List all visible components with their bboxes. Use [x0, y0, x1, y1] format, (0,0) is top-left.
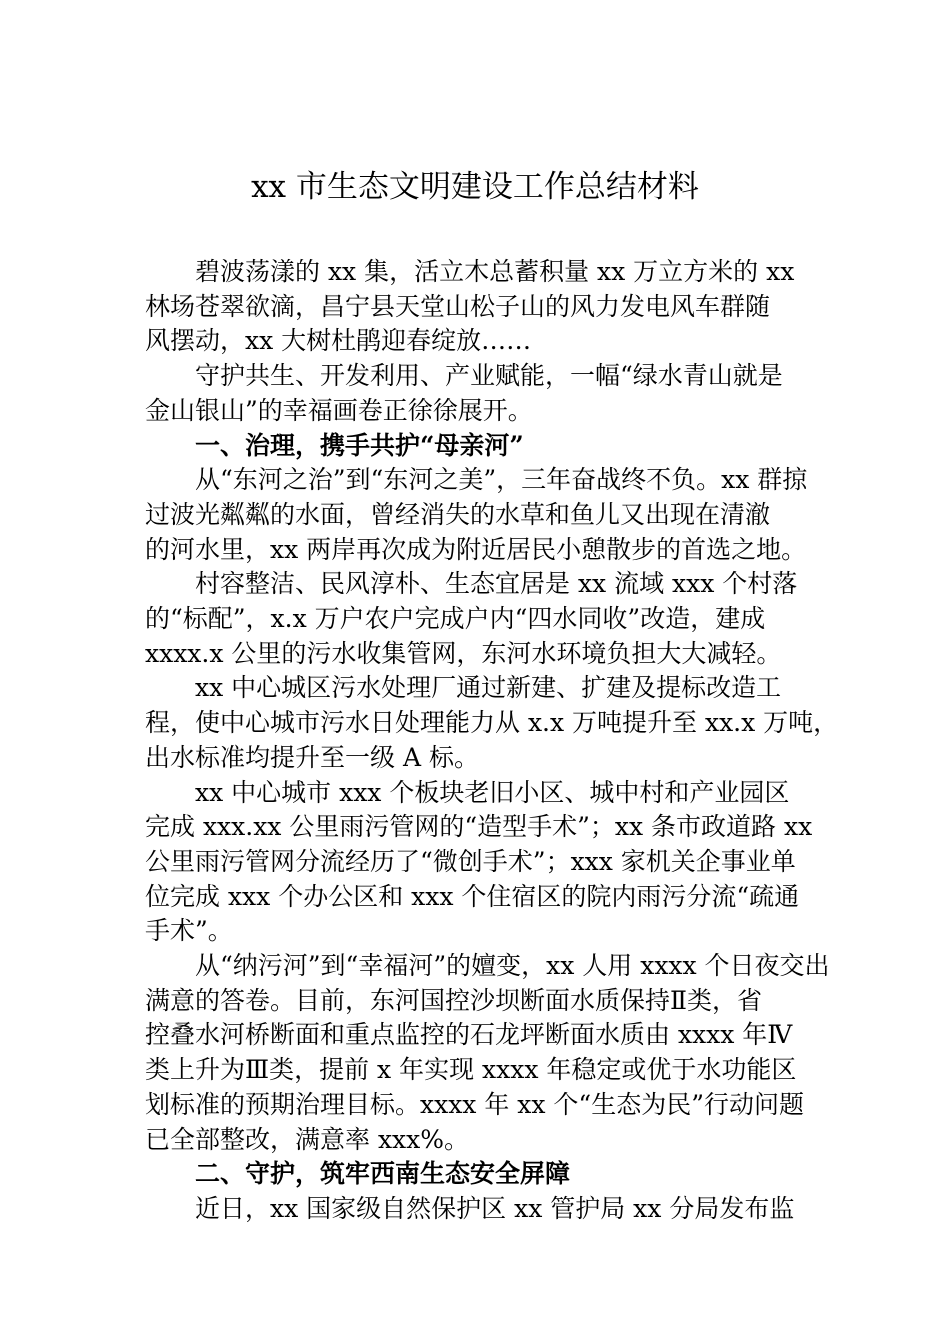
- paragraph-line: 位完成 xxx 个办公区和 xxx 个住宿区的院内雨污分流“疏通: [145, 881, 800, 911]
- document-title: xx 市生态文明建设工作总结材料: [251, 169, 699, 205]
- section-heading-text: 一、治理，携手共护“母亲河”: [195, 430, 524, 460]
- paragraph-2: [145, 359, 825, 428]
- section-heading-text: 二、守护，筑牢西南生态安全屏障: [195, 1159, 571, 1189]
- paragraph-line: xx 中心城市 xxx 个板块老旧小区、城中村和产业园区: [195, 777, 790, 807]
- paragraph-line: 完成 xxx.xx 公里雨污管网的“造型手术”；xx 条市政道路 xx: [145, 812, 813, 842]
- paragraph-line: xxxx.x 公里的污水收集管网，东河水环境负担大大减轻。: [145, 638, 782, 668]
- paragraph-line: 近日，xx 国家级自然保护区 xx 管护局 xx 分局发布监: [195, 1193, 795, 1223]
- paragraph-line: 守护共生、开发利用、产业赋能，一幅“绿水青山就是: [195, 361, 783, 391]
- paragraph-3: [145, 463, 825, 567]
- paragraph-line: 的河水里，xx 两岸再次成为附近居民小憩散步的首选之地。: [145, 534, 807, 564]
- paragraph-1: [145, 255, 825, 359]
- paragraph-line: 控叠水河桥断面和重点监控的石龙坪断面水质由 xxxx 年Ⅳ: [145, 1020, 793, 1050]
- section-heading-1: [145, 429, 825, 464]
- paragraph-line: 出水标准均提升至一级 A 标。: [145, 742, 479, 772]
- paragraph-line: xx 中心城区污水处理厂通过新建、扩建及提标改造工: [195, 673, 782, 703]
- section-heading-2: [145, 1157, 825, 1192]
- paragraph-8: [145, 1192, 825, 1227]
- paragraph-line: 从“纳污河”到“幸福河”的嬗变，xx 人用 xxxx 个日夜交出: [195, 951, 830, 981]
- paragraph-line: 类上升为Ⅲ类，提前 x 年实现 xxxx 年稳定或优于水功能区: [145, 1055, 797, 1085]
- paragraph-line: 的“标配”，x.x 万户农户完成户内“四水同收”改造，建成: [145, 604, 766, 634]
- document-body: [145, 255, 839, 1227]
- paragraph-4: [145, 567, 825, 671]
- paragraph-line: 划标准的预期治理目标。xxxx 年 xx 个“生态为民”行动问题: [145, 1089, 804, 1119]
- paragraph-line: 碧波荡漾的 xx 集，活立木总蓄积量 xx 万立方米的 xx: [195, 257, 795, 286]
- paragraph-7: [145, 949, 830, 1157]
- paragraph-line: 满意的答卷。目前，东河国控沙坝断面水质保持Ⅱ类，省: [145, 985, 762, 1015]
- paragraph-line: 村容整洁、民风淳朴、生态宜居是 xx 流域 xxx 个村落: [195, 569, 798, 599]
- paragraph-line: 公里雨污管网分流经历了“微创手术”；xxx 家机关企事业单: [145, 846, 796, 876]
- paragraph-line: 从“东河之治”到“东河之美”，三年奋战终不负。xx 群掠: [195, 465, 808, 495]
- paragraph-6: [145, 776, 825, 950]
- paragraph-line: 程，使中心城市污水日处理能力从 x.x 万吨提升至 xx.x 万吨，: [145, 708, 839, 738]
- paragraph-line: 林场苍翠欲滴，昌宁县天堂山松子山的风力发电风车群随: [145, 291, 771, 321]
- paragraph-5: [145, 671, 839, 775]
- paragraph-line: 风摆动，xx 大树杜鹃迎春绽放……: [145, 326, 532, 356]
- paragraph-line: 金山银山”的幸福画卷正徐徐展开。: [145, 395, 533, 425]
- paragraph-line: 已全部整改，满意率 xxx%。: [145, 1124, 469, 1154]
- paragraph-line: 过波光粼粼的水面，曾经消失的水草和鱼儿又出现在清澈: [145, 499, 771, 529]
- paragraph-line: 手术”。: [145, 916, 233, 946]
